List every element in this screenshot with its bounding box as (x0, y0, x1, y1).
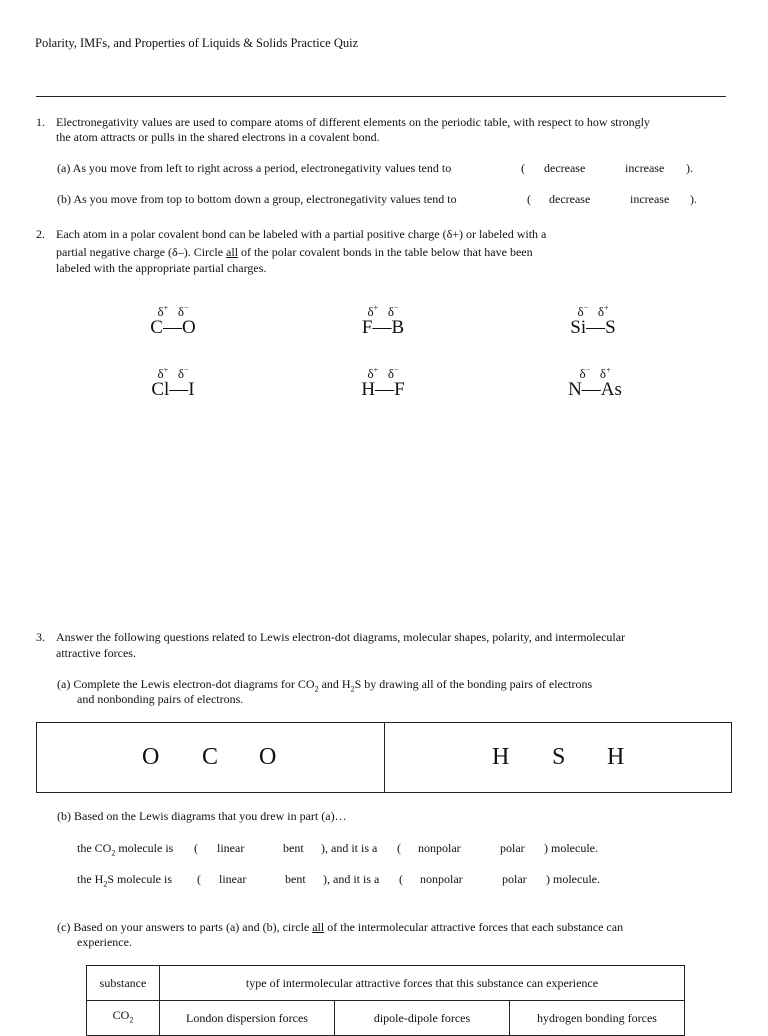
force-hydrogen-bonding[interactable]: hydrogen bonding forces (510, 1001, 685, 1036)
imf-table (86, 965, 685, 1036)
q2-text-line2 (56, 245, 732, 260)
bond-formula: N—As (568, 379, 622, 400)
bond-c-o[interactable] (140, 303, 206, 338)
q3b-row2-choice-polar[interactable]: polar (502, 872, 527, 886)
lewis-box-divider (384, 723, 385, 792)
bond-n-as[interactable] (558, 365, 632, 400)
bond-charges: δ+ δ− (157, 303, 189, 319)
bond-charges: δ+ δ− (157, 365, 189, 381)
q1b-text: (b) As you move from top to bottom down a group, electronegativity values tend to (57, 192, 457, 206)
bond-charges: δ+ δ− (367, 365, 399, 381)
title-divider (36, 96, 726, 97)
q3b-row2-mid: ), and it is a (323, 872, 380, 886)
q2-line2-pre: partial negative charge (δ–). Circle (56, 245, 227, 259)
q3b-row1-label: the $CO_2$ molecule is (77, 841, 174, 858)
lewis-diagram-box[interactable] (36, 722, 732, 793)
bond-f-b[interactable] (350, 303, 416, 338)
bond-formula: Si—S (570, 317, 616, 338)
q3c-line1: (c) Based on your answers to parts (a) and (b), circle all of the intermolecular attractive forces that each substance can (57, 920, 624, 934)
page-title: Polarity, IMFs, and Properties of Liquids & Solids Practice Quiz (35, 36, 359, 50)
q2-line2-post: of the polar covalent bonds in the table below that have been (238, 245, 533, 259)
q2-number: 2. (36, 227, 45, 241)
q3b-row1-choice-linear[interactable]: linear (217, 841, 245, 855)
table-header-row (87, 966, 685, 1001)
lewis-atom-c: C (202, 744, 219, 770)
q1a-choice-increase[interactable]: increase (625, 161, 665, 175)
q3b-row1-end: ) molecule. (544, 841, 598, 855)
q3b-row2-choice-nonpolar[interactable]: nonpolar (420, 872, 463, 886)
lewis-atom-h-right: H (607, 744, 625, 770)
q3a-line1: (a) Complete the Lewis electron-dot diagrams for $CO_2$ and $H_2S$ by drawing all of the bonding pairs of electrons (57, 677, 593, 694)
force-london-dispersion[interactable]: London dispersion forces (160, 1001, 335, 1036)
q1b-close-paren: ). (690, 192, 697, 206)
lewis-atom-h-left: H (492, 744, 510, 770)
force-dipole-dipole[interactable]: dipole-dipole forces (335, 1001, 510, 1036)
q1b-row (57, 192, 457, 207)
q1b-choice-increase[interactable]: increase (630, 192, 670, 206)
q1a-row (57, 161, 451, 176)
bond-si-s[interactable] (558, 303, 628, 338)
bond-charges: δ− δ+ (577, 303, 609, 319)
q2-text-line3: labeled with the appropriate partial charges. (56, 261, 267, 275)
q1-text-line1: Electronegativity values are used to compare atoms of different elements on the periodic table, with respect to how strongly (56, 115, 650, 129)
q1b-choice-decrease[interactable]: decrease (549, 192, 591, 206)
q3b-row1-choice-bent[interactable]: bent (283, 841, 304, 855)
q3b-row1-choice-nonpolar[interactable]: nonpolar (418, 841, 461, 855)
q3b-row2-open1: ( (197, 872, 201, 886)
q3-number: 3. (36, 630, 45, 644)
q1b-open-paren: ( (527, 192, 531, 206)
bond-formula: Cl—I (151, 379, 195, 400)
q2-line2-underlined: all (226, 245, 239, 259)
q1a-close-paren: ). (686, 161, 693, 175)
bond-formula: H—F (361, 379, 405, 400)
q3-text-line2: attractive forces. (56, 646, 136, 660)
q3b-intro: (b) Based on the Lewis diagrams that you drew in part (a)… (57, 809, 347, 823)
bond-charges: δ− δ+ (579, 365, 611, 381)
q3a-line2: and nonbonding pairs of electrons. (77, 692, 244, 706)
q3b-row2-choice-bent[interactable]: bent (285, 872, 306, 886)
q3b-row2-choice-linear[interactable]: linear (219, 872, 247, 886)
bond-formula: C—O (150, 317, 196, 338)
bond-formula: F—B (361, 317, 405, 338)
q3c-line2: experience. (77, 935, 132, 949)
q3b-row2-open2: ( (399, 872, 403, 886)
bond-cl-i[interactable] (140, 365, 206, 400)
q3b-row1-open1: ( (194, 841, 198, 855)
q1a-open-paren: ( (521, 161, 525, 175)
bond-h-f[interactable] (350, 365, 416, 400)
q3b-row1-open2: ( (397, 841, 401, 855)
q3b-row2-label: the $H_2S$ molecule is (77, 872, 172, 889)
q3b-row1-mid: ), and it is a (321, 841, 378, 855)
lewis-atom-o-right: O (259, 744, 277, 770)
table-header-substance: substance (87, 966, 160, 1001)
q2-text-line1: Each atom in a polar covalent bond can be labeled with a partial positive charge (δ+) or labeled with a (56, 227, 547, 241)
q3b-row1-choice-polar[interactable]: polar (500, 841, 525, 855)
bond-charges: δ+ δ− (367, 303, 399, 319)
q1a-text: (a) As you move from left to right across a period, electronegativity values tend to (57, 161, 452, 175)
table-row-substance: $CO_2$ (87, 1001, 160, 1036)
q3-text-line1: Answer the following questions related to Lewis electron-dot diagrams, molecular shapes, polarity, and intermolecular (56, 630, 626, 644)
table-header-types: type of intermolecular attractive forces that this substance can experience (160, 966, 685, 1001)
q1a-choice-decrease[interactable]: decrease (544, 161, 586, 175)
q3b-row2-end: ) molecule. (546, 872, 600, 886)
q1-number: 1. (36, 115, 45, 129)
table-row (87, 1001, 685, 1036)
lewis-atom-o-left: O (142, 744, 160, 770)
q1-text-line2: the atom attracts or pulls in the shared electrons in a covalent bond. (56, 130, 380, 144)
lewis-atom-s: S (552, 744, 566, 770)
